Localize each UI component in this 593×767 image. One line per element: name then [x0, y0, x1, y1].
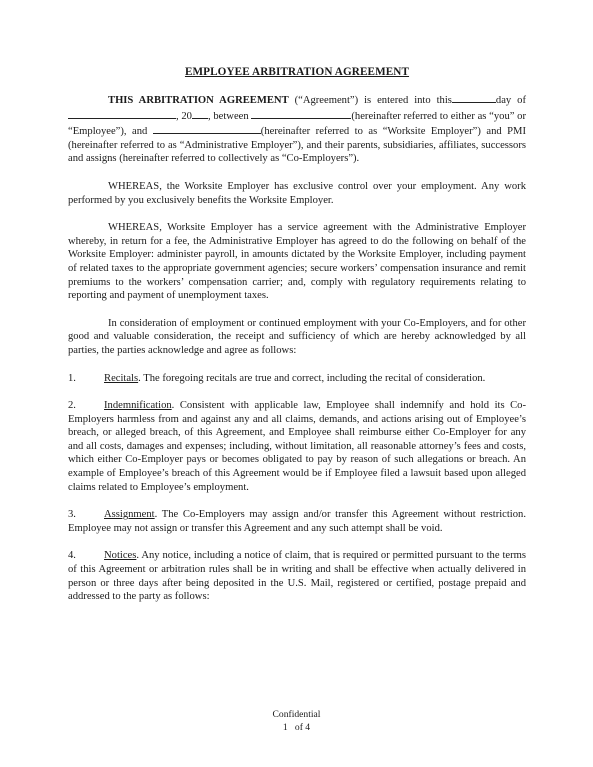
day-blank: [452, 92, 496, 103]
intro-text-5: (hereinafter referred to either as “you” or “Employee”), and: [68, 110, 527, 138]
intro-text-2: day of: [495, 95, 526, 106]
section-text: . The foregoing recitals are true and correct, including the recital of consideration.: [138, 372, 486, 384]
section-2: [68, 399, 526, 494]
page-counter: [0, 722, 593, 735]
intro-paragraph: [68, 92, 526, 166]
page-of: of: [294, 721, 303, 733]
section-1: [68, 372, 526, 386]
section-text: . The Co-Employers may assign and/or transfer this Agreement without restriction. Employee may not assign or transfer this Agreement and any such attempt shall be void.: [68, 509, 526, 534]
page-current: 1: [282, 721, 288, 733]
intro-text-3: , 20: [176, 110, 192, 122]
intro-lead: THIS ARBITRATION AGREEMENT: [108, 95, 289, 106]
employee-name-blank: [251, 108, 351, 119]
consideration-paragraph: In consideration of employment or continued employment with your Co-Employers, and for other good and valuable consideration, the receipt and sufficiency of which are hereby acknowledged by all parties, the parties acknowledge and agree as follows:: [68, 317, 526, 356]
month-blank: [68, 108, 176, 119]
section-text: . Any notice, including a notice of claim, that is required or permitted pursuant to the terms of this Agreement or arbitration rules shall be in writing and shall be effective when actually delivered in person or three days after being deposited in the U.S. Mail, registered or certified, postage prepaid and addressed to the party as follows:: [68, 550, 526, 603]
intro-text-4: , between: [207, 110, 249, 122]
section-4: [68, 549, 526, 603]
worksite-employer-blank: [153, 123, 261, 134]
section-heading: Assignment: [104, 509, 155, 521]
document-title: EMPLOYEE ARBITRATION AGREEMENT: [184, 66, 410, 78]
section-number: 2.: [68, 400, 76, 412]
document-page: [68, 66, 526, 618]
page-footer: [0, 709, 593, 734]
intro-text-1: (“Agreement”) is entered into this: [288, 95, 452, 106]
year-blank: [192, 108, 208, 119]
section-heading: Indemnification: [104, 400, 172, 412]
section-number: 3.: [68, 509, 76, 521]
whereas-paragraph-2: WHEREAS, Worksite Employer has a service agreement with the Administrative Employer whereby, in return for a fee, the Administrative Employer has agreed to do the following on behalf of the Worksite Employer: administer payroll, in amounts dictated by the Worksite Employer, including payment of related taxes to the appropriate government agencies; secure workers’ compensation insurance and remit premiums to the workers’ compensation carrier; and, comply with regulatory requirements relating to reporting and payment of unemployment taxes.: [68, 222, 526, 302]
section-3: [68, 508, 526, 535]
whereas-paragraph-1: WHEREAS, the Worksite Employer has exclusive control over your employment. Any work performed by you exclusively benefits the Worksite Employer.: [68, 180, 526, 206]
intro-text-6: (hereinafter referred to as “Worksite Employer”) and PMI (hereinafter referred to as “Administrative Employer”), and their parents, subsidiaries, affiliates, successors and assigns (hereinafter referred to collectively as “Co-Employers”).: [68, 126, 526, 165]
section-heading: Recitals: [104, 372, 139, 384]
section-number: 1.: [68, 372, 76, 384]
section-text: . Consistent with applicable law, Employee shall indemnify and hold its Co-Employers harmless from and against any and all claims, demands, and actions arising out of Employee’s breach, or alleged breach, of this Agreement, and Employee shall reimburse either Co-Employer for any and all costs, damages and expenses; including, without limitation, all reasonable attorney’s fees and costs, which either Co-Employer pays or becomes obligated to pay by reason of such allegations or breach. An example of Employee’s breach of this Agreement would be if Employee filed a lawsuit based upon alleged claims related to Employee’s employment.: [68, 400, 526, 493]
section-heading: Notices: [104, 550, 137, 562]
confidential-label: Confidential: [272, 709, 321, 720]
page-total: 4: [305, 721, 311, 733]
section-number: 4.: [68, 550, 76, 562]
